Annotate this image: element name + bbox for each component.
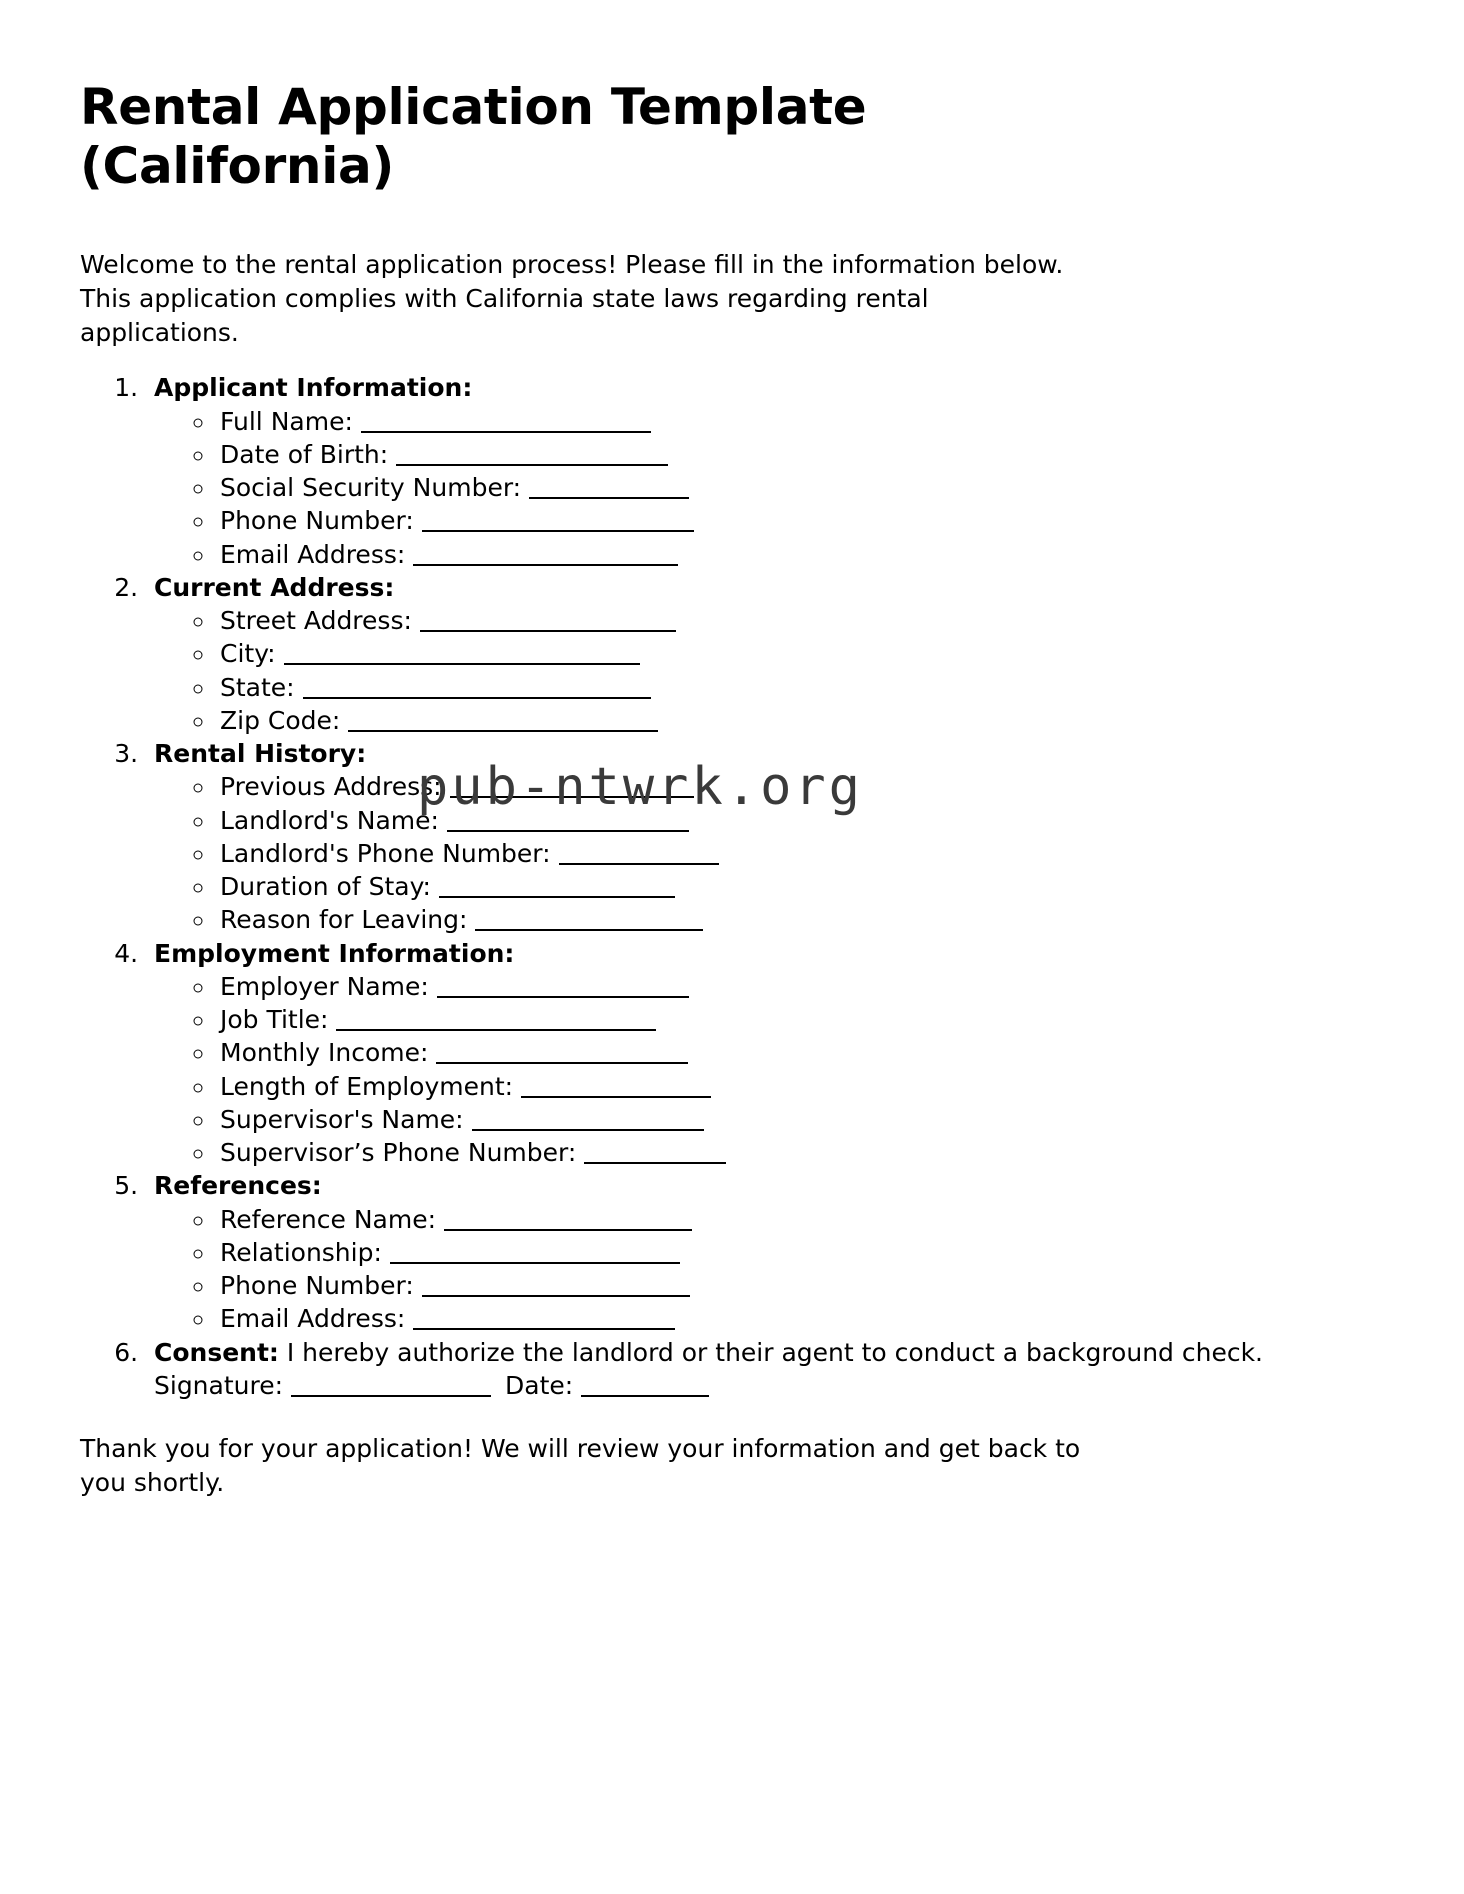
field-list [154,970,1380,1170]
field-item [216,903,1380,936]
field-label: Zip Code: [220,705,341,735]
field-blank-line[interactable] [361,408,651,433]
field-blank-line[interactable] [284,640,640,665]
field-blank-line[interactable] [348,707,658,732]
section-item [146,1169,1380,1335]
signature-blank-line[interactable] [291,1372,491,1397]
field-item [216,804,1380,837]
section-title: Consent: [154,1337,279,1367]
section-item [146,571,1380,737]
field-label: Date of Birth: [220,439,389,469]
date-label: Date: [505,1370,574,1400]
field-item [216,671,1380,704]
field-blank-line[interactable] [584,1139,726,1164]
field-label: City: [220,639,276,669]
field-blank-line[interactable] [436,1039,688,1064]
field-label: Social Security Number: [220,473,522,502]
document-content [80,78,1380,1500]
field-label: Duration of Stay: [220,872,431,901]
field-item [216,438,1380,471]
field-label: Email Address: [220,1304,406,1334]
field-label: Length of Employment: [220,1071,514,1101]
field-blank-line[interactable] [521,1073,711,1098]
field-list [154,604,1380,737]
section-item [146,1336,1380,1403]
field-label: Previous Address: [220,772,442,802]
field-item [216,770,1380,803]
field-label: Reason for Leaving: [220,905,468,935]
field-blank-line[interactable] [420,607,676,632]
field-item [216,1103,1380,1136]
section-item [146,371,1380,571]
field-item [216,538,1380,571]
field-item [216,837,1380,870]
field-label: Landlord's Phone Number: [220,838,551,868]
field-item [216,1203,1380,1236]
field-label: Job Title: [220,1005,329,1034]
field-item [216,604,1380,637]
field-label: Full Name: [220,406,353,436]
field-label: Street Address: [220,606,412,635]
field-blank-line[interactable] [450,773,694,798]
section-item [146,737,1380,937]
field-blank-line[interactable] [336,1006,656,1031]
sections-list [80,371,1380,1402]
section-title: References: [154,1171,322,1201]
field-blank-line[interactable] [413,541,678,566]
consent-body: I hereby authorize the landlord or their agent to conduct a background check. Signature: [154,1337,1263,1400]
field-label: Phone Number: [220,1271,414,1300]
field-blank-line[interactable] [444,1206,692,1231]
field-label: Landlord's Name: [220,805,439,835]
field-item [216,870,1380,903]
field-blank-line[interactable] [422,507,694,532]
section-title: Employment Information: [154,938,515,968]
field-item [216,504,1380,537]
field-label: Supervisor’s Phone Number: [220,1138,577,1167]
watermark-text: pub-ntwrk.org [417,757,863,817]
field-label: Relationship: [220,1237,382,1267]
field-label: Supervisor's Name: [220,1104,464,1134]
field-item [216,1269,1380,1302]
field-blank-line[interactable] [303,674,651,699]
field-item [216,1302,1380,1335]
field-item [216,471,1380,504]
section-title: Current Address: [154,572,395,602]
field-blank-line[interactable] [475,906,703,931]
field-label: Email Address: [220,539,406,569]
field-blank-line[interactable] [559,840,719,865]
date-blank-line[interactable] [581,1372,709,1397]
section-title: Rental History: [154,739,367,768]
field-blank-line[interactable] [390,1239,680,1264]
field-item [216,637,1380,670]
field-item [216,1036,1380,1069]
field-item [216,704,1380,737]
page-title: Rental Application Template (California) [80,78,867,195]
field-label: State: [220,672,295,702]
field-item [216,405,1380,438]
field-item [216,1236,1380,1269]
field-list [154,405,1380,571]
field-blank-line[interactable] [422,1272,690,1297]
field-blank-line[interactable] [447,807,689,832]
section-item [146,937,1380,1170]
intro-paragraph: Welcome to the rental application process! Please fill in the information below. This application complies with California state laws regarding rental applications. [80,250,1064,347]
field-list [154,1203,1380,1336]
field-item [216,1136,1380,1169]
field-label: Reference Name: [220,1204,437,1234]
field-label: Employer Name: [220,971,429,1001]
field-blank-line[interactable] [413,1305,675,1330]
outro-paragraph: Thank you for your application! We will review your information and get back to you shortly. [80,1434,1081,1497]
field-blank-line[interactable] [437,973,689,998]
section-title: Applicant Information: [154,373,473,403]
field-label: Monthly Income: [220,1038,429,1068]
field-item [216,970,1380,1003]
field-item [216,1070,1380,1103]
field-blank-line[interactable] [396,441,668,466]
field-blank-line[interactable] [529,474,689,499]
field-label: Phone Number: [220,506,414,536]
field-blank-line[interactable] [439,873,675,898]
field-item [216,1003,1380,1036]
field-blank-line[interactable] [472,1106,704,1131]
field-list [154,770,1380,936]
